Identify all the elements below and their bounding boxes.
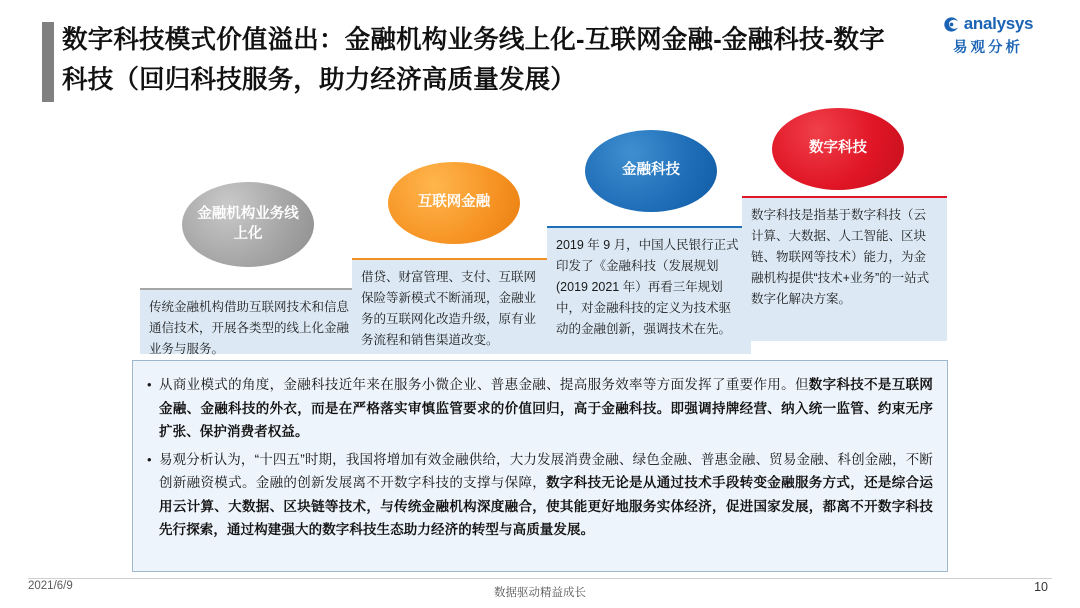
bullet-1-part-1: 从商业模式的角度，金融科技近年来在服务小微企业、普惠金融、提高服务效率等方面发挥了重要作用。但 (159, 377, 809, 392)
logo-text: analysys (963, 14, 1034, 33)
page-title: 数字科技模式价值溢出：金融机构业务线上化-互联网金融-金融科技-数字科技（回归科技服务，助力经济高质量发展） (62, 26, 885, 94)
stage-callout-digital-tech: 数字科技是指基于数字科技（云计算、大数据、人工智能、区块链、物联网等技术）能力，为金融机构提供“技术+业务”的一站式数字化解决方案。 (742, 196, 947, 341)
stage-ellipse-online: 金融机构业务线上化 (182, 182, 314, 267)
analysis-bullet (147, 373, 933, 444)
logo-text-cn: 易观分析 (953, 40, 1023, 56)
stage-callout-online: 传统金融机构借助互联网技术和信息通信技术，开展各类型的线上化金融业务与服务。 (140, 288, 365, 354)
footer-page-number: 10 (1034, 580, 1048, 594)
bullet-1-part-2: 数字科技不是互联网金融、金融科技的外衣，而是在严格落实审慎监管要求的价值回归，高于金融科技。即强调持牌经营、纳入统一监管、约束无序扩张、保护消费者权益。 (159, 377, 933, 439)
swirl-icon (943, 16, 960, 33)
stage-ellipse-digital-tech: 数字科技 (772, 108, 904, 190)
brand-logo (922, 14, 1054, 57)
stage-callout-fintech: 2019 年 9 月，中国人民银行正式印发了《金融科技（发展规划 (2019 2021 年）再看三年规划中，对金融科技的定义为技术驱动的金融创新，强调技术在先。 (547, 226, 751, 354)
logo-mark (922, 14, 1054, 34)
analysis-bullet-text-1 (159, 373, 933, 444)
bullet-2-part-1: 易观分析认为，“十四五”时期，我国将增加有效金融供给，大力发展消费金融、绿色金融、普惠金融、贸易金融、科创金融，不断创新融资模式。金融的创新发展离不开数字科技的支撑与保障， (159, 451, 933, 490)
stage-callout-internet-finance: 借贷、财富管理、支付、互联网保险等新模式不断涌现，金融业务的互联网化改造升级，原有业务流程和销售渠道改变。 (352, 258, 550, 354)
analysis-panel (132, 360, 948, 572)
stage-ellipse-fintech: 金融科技 (585, 130, 717, 212)
footer-date: 2021/6/9 (28, 580, 73, 592)
bullet-dot-icon: • (147, 451, 152, 467)
bullet-2-part-2: 数字科技无论是从通过技术手段转变金融服务方式，还是综合运用云计算、大数据、区块链等技术，与传统金融机构深度融合，使其能更好地服务实体经济，促进国家发展，都离不开数字科技先行探索，通过构建强大的数字科技生态助力经济的转型与高质量发展。 (159, 475, 933, 537)
analysis-bullet-text-2 (159, 448, 933, 542)
bullet-dot-icon: • (147, 377, 152, 392)
analysis-bullet (147, 448, 933, 542)
footer-divider (28, 578, 1052, 579)
stage-ellipse-internet-finance: 互联网金融 (388, 162, 520, 244)
title-accent-bar (42, 22, 54, 102)
footer-slogan: 数据驱动精益成长 (494, 587, 586, 599)
